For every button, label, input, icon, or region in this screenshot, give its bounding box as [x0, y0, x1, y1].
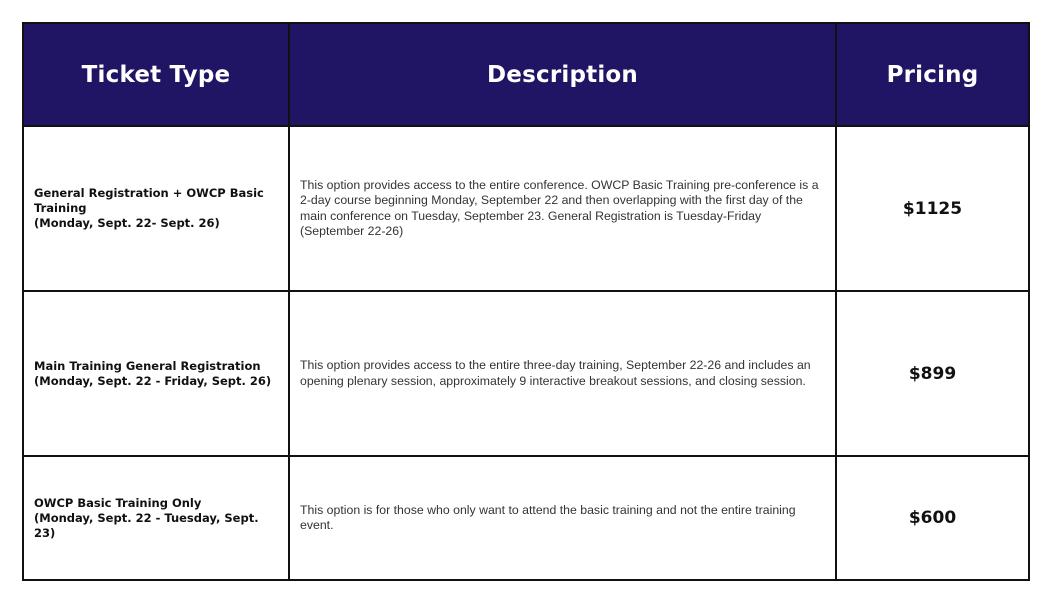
description-cell: This option provides access to the entire conference. OWCP Basic Training pre-conference is a 2-day course beginning Monday, September 22 and then overlapping with the first day of the main conference on Tuesday, September 23. General Registration is Tuesday-Friday (September 22-26) [289, 126, 836, 291]
price-cell: $600 [836, 456, 1029, 580]
table-row [23, 126, 1029, 291]
ticket-type-cell [23, 456, 289, 580]
table-header [23, 23, 1029, 126]
price-cell: $1125 [836, 126, 1029, 291]
header-description: Description [289, 23, 836, 126]
ticket-type-name: Main Training General Registration [34, 358, 261, 373]
header-ticket-type: Ticket Type [23, 23, 289, 126]
price-cell: $899 [836, 291, 1029, 456]
header-row [23, 23, 1029, 126]
header-pricing: Pricing [836, 23, 1029, 126]
ticket-type-name: OWCP Basic Training Only [34, 495, 202, 510]
table-body [23, 126, 1029, 580]
ticket-type-dates: (Monday, Sept. 22 - Friday, Sept. 26) [34, 373, 272, 388]
ticket-type-cell [23, 291, 289, 456]
pricing-table [22, 22, 1030, 581]
description-cell: This option provides access to the entire three-day training, September 22-26 and includes an opening plenary session, approximately 9 interactive breakout sessions, and closing session. [289, 291, 836, 456]
ticket-type-dates: (Monday, Sept. 22- Sept. 26) [34, 216, 220, 230]
description-cell: This option is for those who only want to attend the basic training and not the entire training event. [289, 456, 836, 580]
ticket-type-cell [23, 126, 289, 291]
table-row [23, 291, 1029, 456]
ticket-type-dates: (Monday, Sept. 22 - Tuesday, Sept. 23) [34, 510, 259, 540]
table-row [23, 456, 1029, 580]
ticket-type-name: General Registration + OWCP Basic Training [34, 186, 264, 215]
